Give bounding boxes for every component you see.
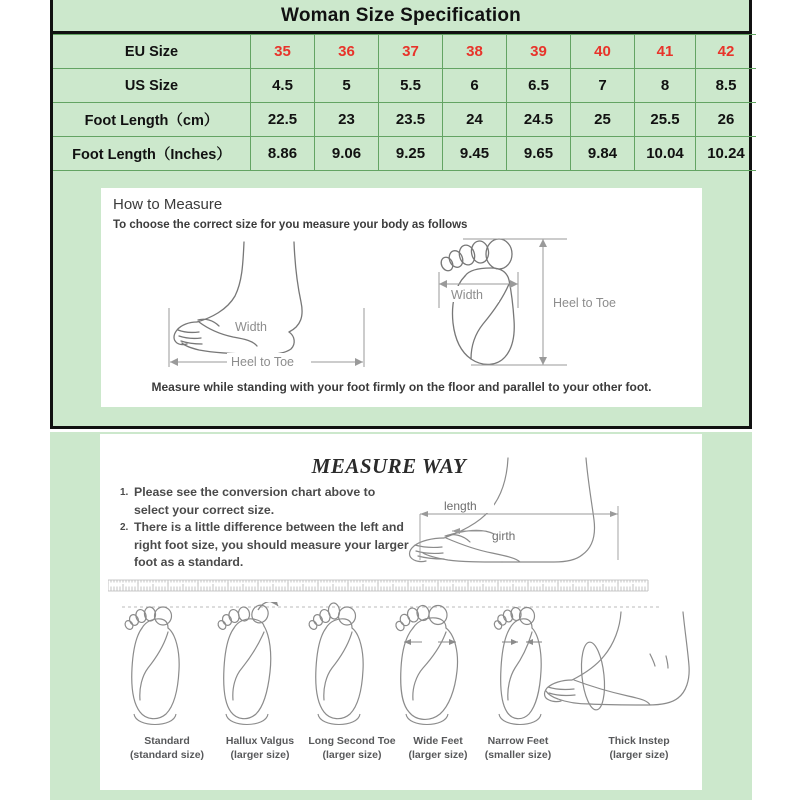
sole-width-label: Width (451, 288, 483, 302)
foot-long-second-toe (308, 602, 364, 718)
list-item-text: Please see the conversion chart above to select your correct size. (134, 485, 376, 517)
cell-eu-40: 40 (571, 35, 635, 69)
girth-label: girth (492, 529, 516, 543)
side-heel-to-toe-label: Heel to Toe (231, 355, 295, 369)
foot-type-name: Thick Instep (608, 735, 670, 747)
cell-us-36: 5 (315, 69, 379, 103)
foot-type-size: (larger size) (609, 749, 669, 761)
label-wide-feet (400, 734, 476, 762)
narrow-arrows (502, 639, 542, 645)
label-narrow-feet (476, 734, 560, 762)
table-row (53, 69, 756, 103)
list-item-number: 2. (120, 522, 129, 533)
row-header-foot-length-inches: Foot Length（Inches） (53, 137, 251, 171)
cell-in-36: 9.06 (315, 137, 379, 171)
list-item (120, 519, 410, 572)
table-row (53, 103, 756, 137)
cell-us-38: 6 (443, 69, 507, 103)
foot-narrow (493, 607, 541, 719)
label-thick-instep (584, 734, 694, 762)
cell-in-37: 9.25 (379, 137, 443, 171)
label-long-second-toe (304, 734, 400, 762)
foot-type-labels (100, 734, 702, 762)
foot-type-name: Standard (144, 735, 190, 747)
how-to-measure-subtitle: To choose the correct size for you measure your body as follows (113, 219, 468, 231)
cell-eu-39: 39 (507, 35, 571, 69)
label-hallux-valgus (216, 734, 304, 762)
list-item (120, 484, 410, 519)
cell-eu-35: 35 (251, 35, 315, 69)
list-item-number: 1. (120, 487, 129, 498)
cell-us-42: 8.5 (696, 69, 757, 103)
measure-way-card (100, 434, 702, 790)
page-title: Woman Size Specification (53, 0, 749, 34)
side-width-label: Width (235, 320, 267, 334)
foot-hallux-valgus (217, 603, 271, 719)
foot-type-size: (standard size) (129, 749, 205, 761)
length-girth-foot-diagram (390, 456, 690, 576)
measure-way-title: MEASURE WAY (311, 454, 467, 478)
foot-type-size: (larger size) (230, 749, 290, 761)
length-label: length (444, 499, 477, 513)
how-to-measure-title: How to Measure (113, 196, 223, 213)
hallux-arrow (258, 602, 278, 610)
row-header-eu-size: EU Size (53, 35, 251, 69)
size-spec-panel (50, 0, 752, 429)
cell-in-39: 9.65 (507, 137, 571, 171)
cell-eu-41: 41 (635, 35, 696, 69)
list-item-text: There is a little difference between the left and right foot size, you should measure your larger foot as a standard. (134, 520, 409, 569)
cell-us-35: 4.5 (251, 69, 315, 103)
how-to-measure-card (101, 188, 702, 407)
cell-cm-35: 22.5 (251, 103, 315, 137)
foot-thick-instep (545, 612, 690, 711)
table-body (53, 35, 756, 171)
cell-us-37: 5.5 (379, 69, 443, 103)
foot-standard (124, 606, 180, 718)
cell-eu-37: 37 (379, 35, 443, 69)
foot-type-name: Hallux Valgus (225, 735, 295, 747)
cell-cm-36: 23 (315, 103, 379, 137)
side-foot-diagram (149, 240, 399, 375)
label-standard (118, 734, 216, 762)
cell-in-42: 10.24 (696, 137, 757, 171)
row-header-us-size: US Size (53, 69, 251, 103)
foot-types-diagram (100, 602, 702, 737)
measure-way-panel (50, 432, 752, 800)
table-row (53, 137, 756, 171)
cell-eu-36: 36 (315, 35, 379, 69)
cell-cm-42: 26 (696, 103, 757, 137)
foot-type-size: (larger size) (322, 749, 382, 761)
cell-cm-40: 25 (571, 103, 635, 137)
cell-cm-41: 25.5 (635, 103, 696, 137)
foot-wide (394, 605, 457, 720)
row-header-foot-length-cm: Foot Length（cm） (53, 103, 251, 137)
cell-in-38: 9.45 (443, 137, 507, 171)
size-specification-table (53, 34, 756, 171)
ruler-graphic (108, 576, 694, 598)
cell-in-41: 10.04 (635, 137, 696, 171)
measure-way-instructions (120, 484, 410, 572)
foot-type-name: Wide Feet (413, 735, 463, 747)
cell-us-41: 8 (635, 69, 696, 103)
sole-foot-diagram (421, 228, 671, 378)
cell-cm-39: 24.5 (507, 103, 571, 137)
cell-cm-38: 24 (443, 103, 507, 137)
cell-us-40: 7 (571, 69, 635, 103)
cell-in-35: 8.86 (251, 137, 315, 171)
how-to-measure-note: Measure while standing with your foot firmly on the floor and parallel to your other foot. (151, 380, 652, 394)
foot-type-size: (larger size) (408, 749, 468, 761)
foot-type-name: Narrow Feet (487, 735, 549, 747)
cell-us-39: 6.5 (507, 69, 571, 103)
wide-arrows (404, 639, 456, 645)
foot-type-name: Long Second Toe (308, 735, 396, 747)
cell-eu-42: 42 (696, 35, 757, 69)
table-row (53, 35, 756, 69)
cell-cm-37: 23.5 (379, 103, 443, 137)
sole-heel-to-toe-label: Heel to Toe (553, 296, 617, 310)
cell-in-40: 9.84 (571, 137, 635, 171)
cell-eu-38: 38 (443, 35, 507, 69)
foot-type-size: (smaller size) (484, 749, 552, 761)
